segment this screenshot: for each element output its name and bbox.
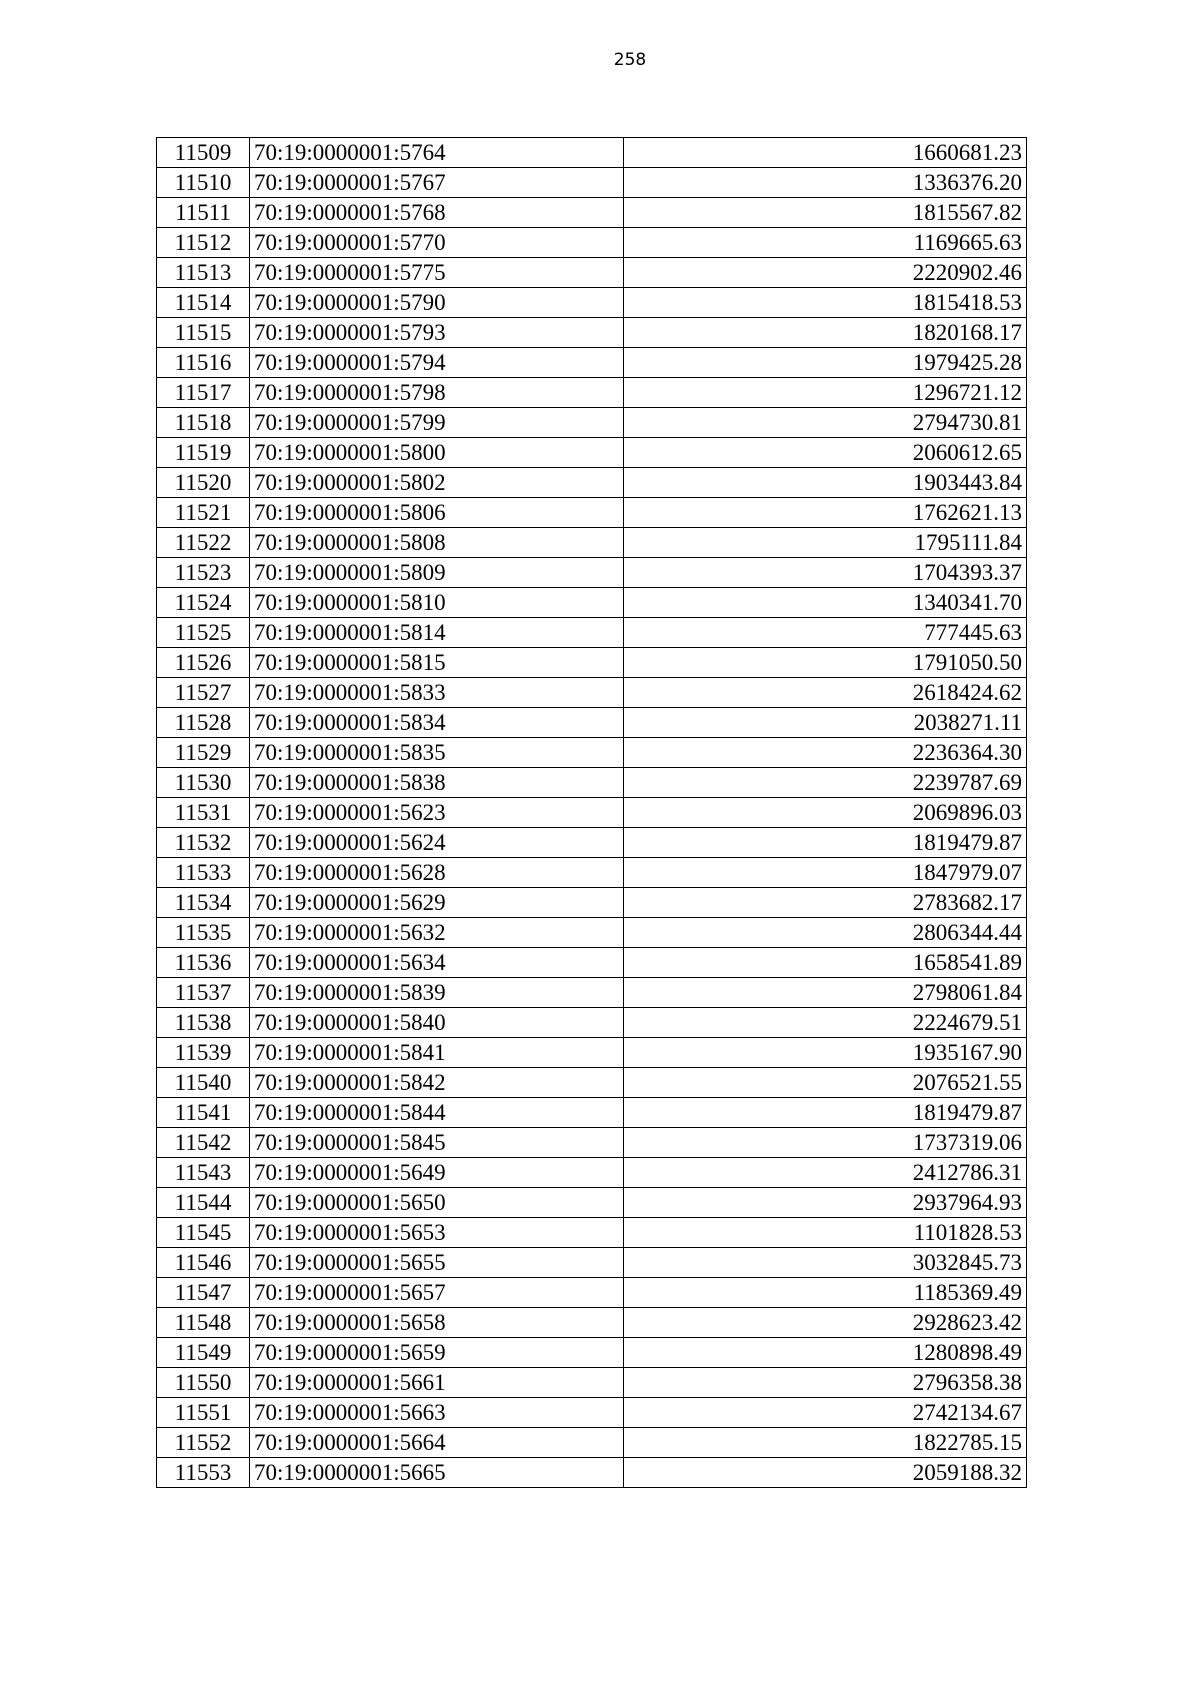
cadastral-value-cell: 2060612.65 (624, 438, 1027, 468)
cadastral-value-cell: 1101828.53 (624, 1218, 1027, 1248)
row-number-cell: 11522 (157, 528, 250, 558)
cadastral-number-cell: 70:19:0000001:5834 (250, 708, 624, 738)
cadastral-value-cell: 1340341.70 (624, 588, 1027, 618)
cadastral-number-cell: 70:19:0000001:5845 (250, 1128, 624, 1158)
table-body (157, 138, 1027, 1488)
cadastral-value-cell: 1820168.17 (624, 318, 1027, 348)
table-row (157, 708, 1027, 738)
table-row (157, 948, 1027, 978)
cadastral-number-cell: 70:19:0000001:5793 (250, 318, 624, 348)
table-row (157, 918, 1027, 948)
cadastral-value-cell: 777445.63 (624, 618, 1027, 648)
cadastral-number-cell: 70:19:0000001:5624 (250, 828, 624, 858)
cadastral-value-cell: 1704393.37 (624, 558, 1027, 588)
table-row (157, 1398, 1027, 1428)
cadastral-value-cell: 2239787.69 (624, 768, 1027, 798)
table-row (157, 678, 1027, 708)
cadastral-value-cell: 1280898.49 (624, 1338, 1027, 1368)
table-row (157, 1428, 1027, 1458)
table-row (157, 558, 1027, 588)
page-number: 258 (613, 50, 647, 70)
cadastral-number-cell: 70:19:0000001:5806 (250, 498, 624, 528)
cadastral-value-cell: 1815418.53 (624, 288, 1027, 318)
table-row (157, 978, 1027, 1008)
row-number-cell: 11537 (157, 978, 250, 1008)
cadastral-value-cell: 2796358.38 (624, 1368, 1027, 1398)
cadastral-number-cell: 70:19:0000001:5767 (250, 168, 624, 198)
row-number-cell: 11529 (157, 738, 250, 768)
row-number-cell: 11546 (157, 1248, 250, 1278)
table-row (157, 1188, 1027, 1218)
cadastral-number-cell: 70:19:0000001:5770 (250, 228, 624, 258)
cadastral-value-cell: 2806344.44 (624, 918, 1027, 948)
cadastral-value-cell: 2937964.93 (624, 1188, 1027, 1218)
row-number-cell: 11535 (157, 918, 250, 948)
cadastral-number-cell: 70:19:0000001:5798 (250, 378, 624, 408)
table-row (157, 528, 1027, 558)
cadastral-number-cell: 70:19:0000001:5658 (250, 1308, 624, 1338)
row-number-cell: 11539 (157, 1038, 250, 1068)
table-row (157, 1128, 1027, 1158)
table-row (157, 738, 1027, 768)
cadastral-number-cell: 70:19:0000001:5634 (250, 948, 624, 978)
cadastral-value-cell: 1660681.23 (624, 138, 1027, 168)
table-row (157, 1098, 1027, 1128)
table-row (157, 588, 1027, 618)
cadastral-number-cell: 70:19:0000001:5838 (250, 768, 624, 798)
table-row (157, 1338, 1027, 1368)
table-row (157, 498, 1027, 528)
table-row (157, 648, 1027, 678)
cadastral-value-table (156, 137, 1027, 1488)
table-row (157, 888, 1027, 918)
table-row (157, 468, 1027, 498)
cadastral-value-cell: 1822785.15 (624, 1428, 1027, 1458)
cadastral-value-cell: 1658541.89 (624, 948, 1027, 978)
cadastral-value-cell: 2798061.84 (624, 978, 1027, 1008)
cadastral-value-cell: 1169665.63 (624, 228, 1027, 258)
row-number-cell: 11544 (157, 1188, 250, 1218)
table-row (157, 1458, 1027, 1488)
cadastral-number-cell: 70:19:0000001:5632 (250, 918, 624, 948)
cadastral-number-cell: 70:19:0000001:5799 (250, 408, 624, 438)
row-number-cell: 11549 (157, 1338, 250, 1368)
cadastral-number-cell: 70:19:0000001:5653 (250, 1218, 624, 1248)
cadastral-number-cell: 70:19:0000001:5840 (250, 1008, 624, 1038)
table-row (157, 408, 1027, 438)
row-number-cell: 11528 (157, 708, 250, 738)
cadastral-value-cell: 2794730.81 (624, 408, 1027, 438)
cadastral-number-cell: 70:19:0000001:5815 (250, 648, 624, 678)
cadastral-number-cell: 70:19:0000001:5764 (250, 138, 624, 168)
cadastral-value-cell: 1819479.87 (624, 828, 1027, 858)
row-number-cell: 11543 (157, 1158, 250, 1188)
cadastral-number-cell: 70:19:0000001:5628 (250, 858, 624, 888)
cadastral-number-cell: 70:19:0000001:5664 (250, 1428, 624, 1458)
row-number-cell: 11542 (157, 1128, 250, 1158)
cadastral-value-cell: 1791050.50 (624, 648, 1027, 678)
table-row (157, 858, 1027, 888)
cadastral-number-cell: 70:19:0000001:5790 (250, 288, 624, 318)
cadastral-number-cell: 70:19:0000001:5810 (250, 588, 624, 618)
row-number-cell: 11519 (157, 438, 250, 468)
cadastral-value-cell: 1847979.07 (624, 858, 1027, 888)
table-row (157, 1308, 1027, 1338)
cadastral-value-cell: 2412786.31 (624, 1158, 1027, 1188)
cadastral-number-cell: 70:19:0000001:5657 (250, 1278, 624, 1308)
table-row (157, 1038, 1027, 1068)
table-row (157, 618, 1027, 648)
cadastral-number-cell: 70:19:0000001:5659 (250, 1338, 624, 1368)
row-number-cell: 11510 (157, 168, 250, 198)
row-number-cell: 11518 (157, 408, 250, 438)
table-row (157, 318, 1027, 348)
cadastral-number-cell: 70:19:0000001:5663 (250, 1398, 624, 1428)
table-row (157, 258, 1027, 288)
row-number-cell: 11533 (157, 858, 250, 888)
cadastral-number-cell: 70:19:0000001:5650 (250, 1188, 624, 1218)
cadastral-number-cell: 70:19:0000001:5802 (250, 468, 624, 498)
table-row (157, 348, 1027, 378)
cadastral-number-cell: 70:19:0000001:5629 (250, 888, 624, 918)
row-number-cell: 11514 (157, 288, 250, 318)
cadastral-value-cell: 1979425.28 (624, 348, 1027, 378)
cadastral-number-cell: 70:19:0000001:5800 (250, 438, 624, 468)
row-number-cell: 11515 (157, 318, 250, 348)
cadastral-number-cell: 70:19:0000001:5768 (250, 198, 624, 228)
row-number-cell: 11520 (157, 468, 250, 498)
cadastral-number-cell: 70:19:0000001:5655 (250, 1248, 624, 1278)
cadastral-value-cell: 1795111.84 (624, 528, 1027, 558)
row-number-cell: 11550 (157, 1368, 250, 1398)
cadastral-number-cell: 70:19:0000001:5661 (250, 1368, 624, 1398)
table-row (157, 768, 1027, 798)
row-number-cell: 11530 (157, 768, 250, 798)
row-number-cell: 11540 (157, 1068, 250, 1098)
table-row (157, 1158, 1027, 1188)
row-number-cell: 11509 (157, 138, 250, 168)
cadastral-number-cell: 70:19:0000001:5809 (250, 558, 624, 588)
cadastral-value-cell: 1815567.82 (624, 198, 1027, 228)
table-row (157, 288, 1027, 318)
table-row (157, 1218, 1027, 1248)
cadastral-value-cell: 2928623.42 (624, 1308, 1027, 1338)
row-number-cell: 11541 (157, 1098, 250, 1128)
cadastral-value-cell: 1185369.49 (624, 1278, 1027, 1308)
cadastral-value-cell: 2236364.30 (624, 738, 1027, 768)
row-number-cell: 11534 (157, 888, 250, 918)
cadastral-number-cell: 70:19:0000001:5839 (250, 978, 624, 1008)
row-number-cell: 11516 (157, 348, 250, 378)
row-number-cell: 11524 (157, 588, 250, 618)
table-row (157, 138, 1027, 168)
cadastral-number-cell: 70:19:0000001:5814 (250, 618, 624, 648)
row-number-cell: 11526 (157, 648, 250, 678)
cadastral-number-cell: 70:19:0000001:5833 (250, 678, 624, 708)
row-number-cell: 11512 (157, 228, 250, 258)
cadastral-number-cell: 70:19:0000001:5649 (250, 1158, 624, 1188)
row-number-cell: 11548 (157, 1308, 250, 1338)
cadastral-value-cell: 1762621.13 (624, 498, 1027, 528)
row-number-cell: 11538 (157, 1008, 250, 1038)
table-row (157, 228, 1027, 258)
row-number-cell: 11521 (157, 498, 250, 528)
cadastral-value-cell: 1737319.06 (624, 1128, 1027, 1158)
cadastral-value-cell: 2618424.62 (624, 678, 1027, 708)
cadastral-value-cell: 2742134.67 (624, 1398, 1027, 1428)
cadastral-number-cell: 70:19:0000001:5835 (250, 738, 624, 768)
row-number-cell: 11551 (157, 1398, 250, 1428)
cadastral-value-cell: 1336376.20 (624, 168, 1027, 198)
cadastral-number-cell: 70:19:0000001:5841 (250, 1038, 624, 1068)
table-row (157, 798, 1027, 828)
cadastral-value-cell: 1296721.12 (624, 378, 1027, 408)
table-row (157, 168, 1027, 198)
row-number-cell: 11553 (157, 1458, 250, 1488)
cadastral-value-cell: 1935167.90 (624, 1038, 1027, 1068)
cadastral-number-cell: 70:19:0000001:5775 (250, 258, 624, 288)
table-row (157, 438, 1027, 468)
cadastral-value-cell: 2059188.32 (624, 1458, 1027, 1488)
row-number-cell: 11527 (157, 678, 250, 708)
cadastral-number-cell: 70:19:0000001:5842 (250, 1068, 624, 1098)
table-row (157, 378, 1027, 408)
cadastral-value-cell: 2220902.46 (624, 258, 1027, 288)
row-number-cell: 11525 (157, 618, 250, 648)
row-number-cell: 11545 (157, 1218, 250, 1248)
cadastral-value-cell: 3032845.73 (624, 1248, 1027, 1278)
row-number-cell: 11531 (157, 798, 250, 828)
cadastral-number-cell: 70:19:0000001:5844 (250, 1098, 624, 1128)
cadastral-value-cell: 2076521.55 (624, 1068, 1027, 1098)
row-number-cell: 11547 (157, 1278, 250, 1308)
table-row (157, 828, 1027, 858)
cadastral-value-cell: 1903443.84 (624, 468, 1027, 498)
table-row (157, 1248, 1027, 1278)
table-row (157, 1008, 1027, 1038)
cadastral-value-cell: 2783682.17 (624, 888, 1027, 918)
table-row (157, 1368, 1027, 1398)
table-row (157, 1278, 1027, 1308)
table-row (157, 1068, 1027, 1098)
cadastral-value-cell: 2069896.03 (624, 798, 1027, 828)
row-number-cell: 11532 (157, 828, 250, 858)
row-number-cell: 11552 (157, 1428, 250, 1458)
cadastral-number-cell: 70:19:0000001:5794 (250, 348, 624, 378)
row-number-cell: 11523 (157, 558, 250, 588)
row-number-cell: 11513 (157, 258, 250, 288)
cadastral-number-cell: 70:19:0000001:5623 (250, 798, 624, 828)
cadastral-value-cell: 2224679.51 (624, 1008, 1027, 1038)
cadastral-number-cell: 70:19:0000001:5665 (250, 1458, 624, 1488)
cadastral-value-cell: 1819479.87 (624, 1098, 1027, 1128)
table-row (157, 198, 1027, 228)
cadastral-number-cell: 70:19:0000001:5808 (250, 528, 624, 558)
row-number-cell: 11536 (157, 948, 250, 978)
cadastral-value-cell: 2038271.11 (624, 708, 1027, 738)
row-number-cell: 11517 (157, 378, 250, 408)
row-number-cell: 11511 (157, 198, 250, 228)
